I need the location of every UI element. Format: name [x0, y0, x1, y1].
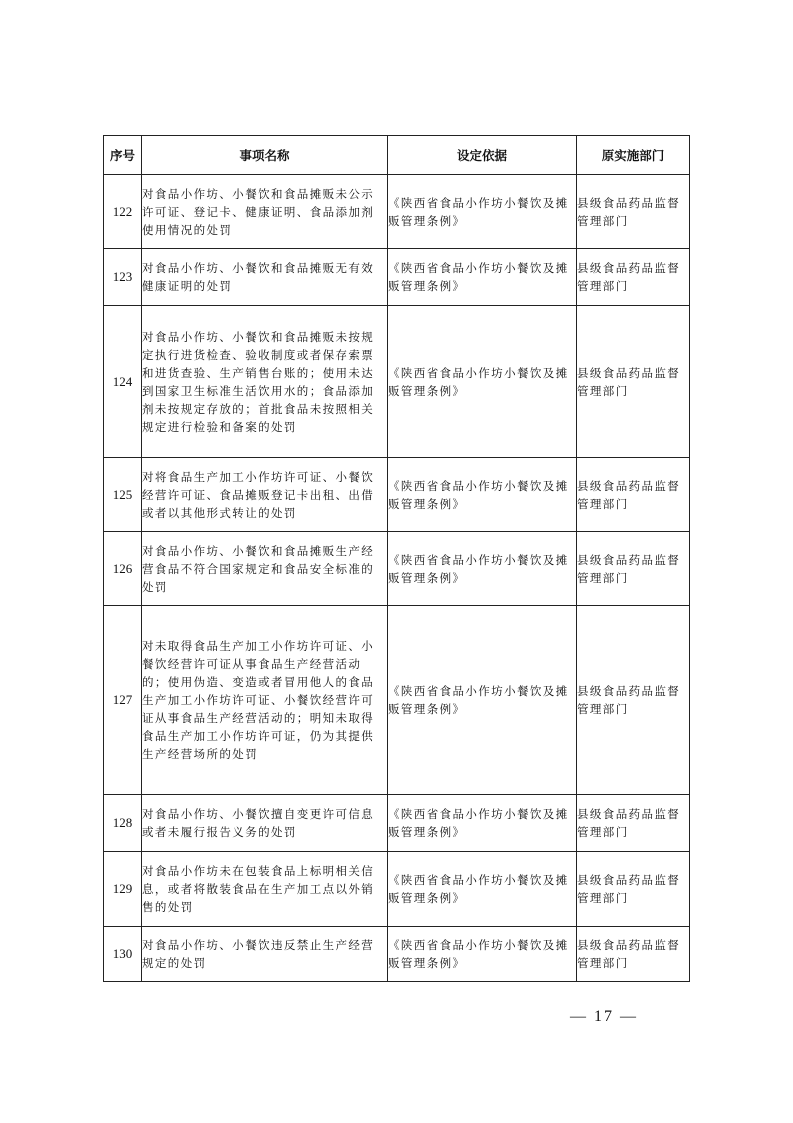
header-name: 事项名称	[142, 136, 388, 175]
table-row	[104, 175, 690, 249]
row-num: 126	[104, 532, 142, 606]
header-dept: 原实施部门	[577, 136, 690, 175]
row-name: 对食品小作坊、小餐饮擅自变更许可信息或者未履行报告义务的处罚	[142, 795, 388, 852]
table-row	[104, 249, 690, 306]
table-row	[104, 795, 690, 852]
row-name: 对将食品生产加工小作坊许可证、小餐饮经营许可证、食品摊贩登记卡出租、出借或者以其他形式转让的处罚	[142, 458, 388, 532]
row-dept: 县级食品药品监督管理部门	[577, 795, 690, 852]
table-row	[104, 606, 690, 795]
row-dept: 县级食品药品监督管理部门	[577, 249, 690, 306]
row-num: 123	[104, 249, 142, 306]
row-dept: 县级食品药品监督管理部门	[577, 175, 690, 249]
table-header-row	[104, 136, 690, 175]
row-num: 127	[104, 606, 142, 795]
row-name: 对食品小作坊未在包装食品上标明相关信息，或者将散装食品在生产加工点以外销售的处罚	[142, 852, 388, 927]
table-row	[104, 306, 690, 458]
row-basis: 《陕西省食品小作坊小餐饮及摊贩管理条例》	[388, 532, 577, 606]
row-basis: 《陕西省食品小作坊小餐饮及摊贩管理条例》	[388, 852, 577, 927]
row-basis: 《陕西省食品小作坊小餐饮及摊贩管理条例》	[388, 606, 577, 795]
table-row	[104, 852, 690, 927]
row-name: 对食品小作坊、小餐饮和食品摊贩未按规定执行进货检查、验收制度或者保存索票和进货查验、生产销售台账的；使用未达到国家卫生标准生活饮用水的；食品添加剂未按规定存放的；首批食品未按照相关规定进行检验和备案的处罚	[142, 306, 388, 458]
row-name: 对食品小作坊、小餐饮和食品摊贩生产经营食品不符合国家规定和食品安全标准的处罚	[142, 532, 388, 606]
row-name: 对食品小作坊、小餐饮和食品摊贩未公示许可证、登记卡、健康证明、食品添加剂使用情况的处罚	[142, 175, 388, 249]
row-dept: 县级食品药品监督管理部门	[577, 458, 690, 532]
header-num: 序号	[104, 136, 142, 175]
row-dept: 县级食品药品监督管理部门	[577, 927, 690, 982]
row-dept: 县级食品药品监督管理部门	[577, 606, 690, 795]
page-number: — 17 —	[570, 1008, 638, 1025]
row-num: 122	[104, 175, 142, 249]
row-dept: 县级食品药品监督管理部门	[577, 306, 690, 458]
row-name: 对食品小作坊、小餐饮和食品摊贩无有效健康证明的处罚	[142, 249, 388, 306]
table-row	[104, 458, 690, 532]
row-name: 对未取得食品生产加工小作坊许可证、小餐饮经营许可证从事食品生产经营活动的；使用伪造、变造或者冒用他人的食品生产加工小作坊许可证、小餐饮经营许可证从事食品生产经营活动的；明知未取得食品生产加工小作坊许可证，仍为其提供生产经营场所的处罚	[142, 606, 388, 795]
row-dept: 县级食品药品监督管理部门	[577, 532, 690, 606]
row-name: 对食品小作坊、小餐饮违反禁止生产经营规定的处罚	[142, 927, 388, 982]
row-basis: 《陕西省食品小作坊小餐饮及摊贩管理条例》	[388, 927, 577, 982]
row-num: 125	[104, 458, 142, 532]
row-basis: 《陕西省食品小作坊小餐饮及摊贩管理条例》	[388, 306, 577, 458]
row-basis: 《陕西省食品小作坊小餐饮及摊贩管理条例》	[388, 175, 577, 249]
row-dept: 县级食品药品监督管理部门	[577, 852, 690, 927]
header-basis: 设定依据	[388, 136, 577, 175]
row-basis: 《陕西省食品小作坊小餐饮及摊贩管理条例》	[388, 795, 577, 852]
row-num: 130	[104, 927, 142, 982]
row-num: 128	[104, 795, 142, 852]
row-basis: 《陕西省食品小作坊小餐饮及摊贩管理条例》	[388, 249, 577, 306]
row-basis: 《陕西省食品小作坊小餐饮及摊贩管理条例》	[388, 458, 577, 532]
matters-table	[103, 135, 690, 982]
table-row	[104, 927, 690, 982]
row-num: 124	[104, 306, 142, 458]
row-num: 129	[104, 852, 142, 927]
table-row	[104, 532, 690, 606]
